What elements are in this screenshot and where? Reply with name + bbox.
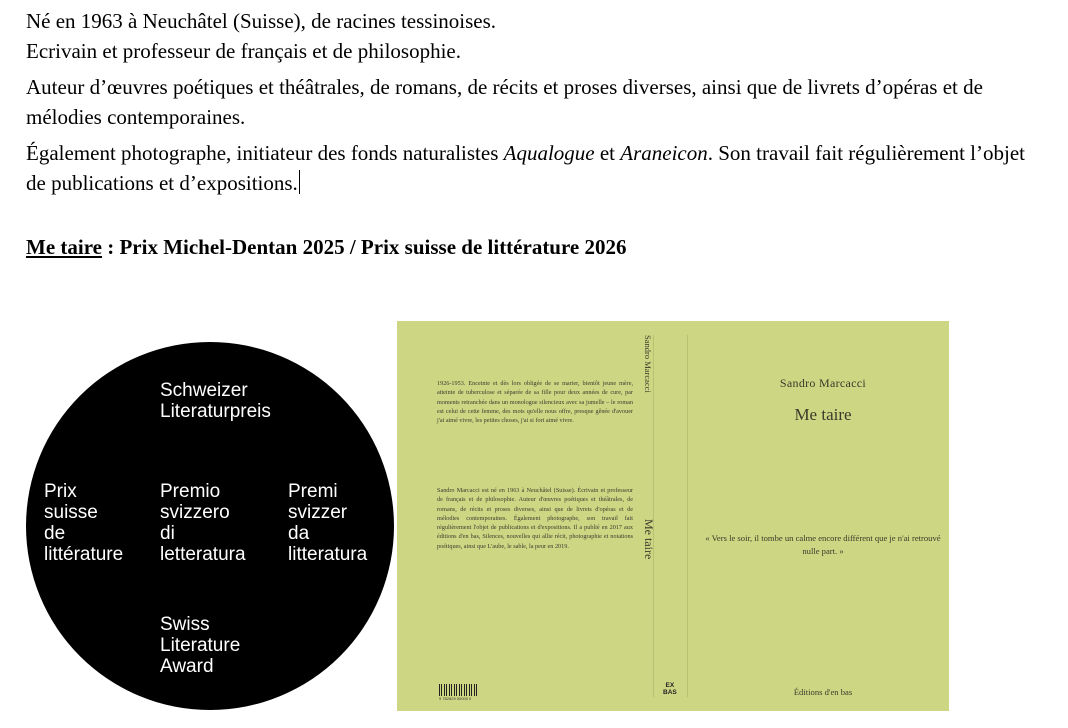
logo-text-french: Prix suisse de littérature — [44, 481, 124, 565]
bio-italic-aqualogue: Aqualogue — [503, 141, 595, 165]
barcode-icon — [439, 684, 477, 696]
bio-text: et — [594, 141, 621, 165]
cover-title: Me taire — [794, 405, 852, 424]
bio-paragraph-photography — [26, 138, 1026, 198]
spine-author: Sandro Marcacci — [643, 335, 653, 393]
bio-line-profession: Ecrivain et professeur de français et de philosophie. — [26, 39, 462, 63]
swiss-literature-award-logo — [26, 342, 394, 710]
cover-quote: « Vers le soir, il tombe un calme encore différent que je n'ai retrouvé nulle part. » — [705, 533, 941, 556]
award-heading — [26, 232, 627, 262]
bio-text: Également photographe, initiateur des fonds naturalistes — [26, 141, 504, 165]
bio-text: . Son travail fait régulièrement l’objet de publications et d’expositions. — [26, 141, 1025, 195]
award-text: : Prix Michel-Dentan 2025 / Prix suisse de littérature 2026 — [101, 235, 627, 259]
bio-line-birth: Né en 1963 à Neuchâtel (Suisse), de racines tessinoises. — [26, 9, 497, 33]
logo-text-english: Swiss Literature Award — [160, 614, 241, 677]
logo-text-italian: Premio svizzero di letteratura — [160, 481, 246, 565]
spine-publisher-logo: EX BAS — [663, 682, 677, 696]
spine-fold-right — [687, 335, 688, 697]
back-cover-summary: 1926-1953. Enceinte et dès lors obligée de se marier, bientôt jeune mère, atteinte de tuberculose et séparée de sa fille pour deux années de cure, par moments retranchée dans un monologue silencieux avec sa jumelle – le roman est celui de cette femme, des mots qu'elle nous offre, presque gênée d'avouer j'ai aimé vivre, les petites choses, j'ai si fort aimé vivre. — [437, 380, 633, 425]
text-cursor — [299, 170, 300, 194]
bio-paragraph-works: Auteur d’œuvres poétiques et théâtrales, de romans, de récits et proses diverses, ainsi que de livrets d’opéras et de mélodies contemporaines. — [26, 75, 983, 129]
award-book-title: Me taire — [26, 235, 102, 259]
book-cover — [397, 321, 949, 711]
biography — [26, 6, 1026, 198]
barcode-number: 9 782829 00000 0 — [439, 696, 472, 701]
cover-author: Sandro Marcacci — [779, 376, 867, 390]
logo-text-romansh: Premi svizzer da litteratura — [288, 481, 368, 565]
cover-publisher: Éditions d'en bas — [793, 687, 853, 697]
logo-text-german: Schweizer Literaturpreis — [160, 380, 271, 422]
back-cover-author-bio: Sandro Marcacci est né en 1963 à Neuchâtel (Suisse). Écrivain et professeur de français et de philosophie. Auteur d'œuvres poétiques et théâtrales, de romans, de récits et proses diverses, ainsi que de livrets d'opéras et de mélodies contemporaines. Également photographe, son travail fait régulièrement l'objet de publications et d'expositions. Il a publié en 2017 aux éditions d'en bas, Silences, nouvelles qui allie récit, photographie et notations poétiques, ainsi que L'aube, le sable, la peur en 2019. — [437, 487, 633, 550]
spine-fold-left — [653, 335, 654, 697]
spine-title: Me taire — [642, 519, 656, 560]
bio-italic-araneicon: Araneicon — [620, 141, 708, 165]
